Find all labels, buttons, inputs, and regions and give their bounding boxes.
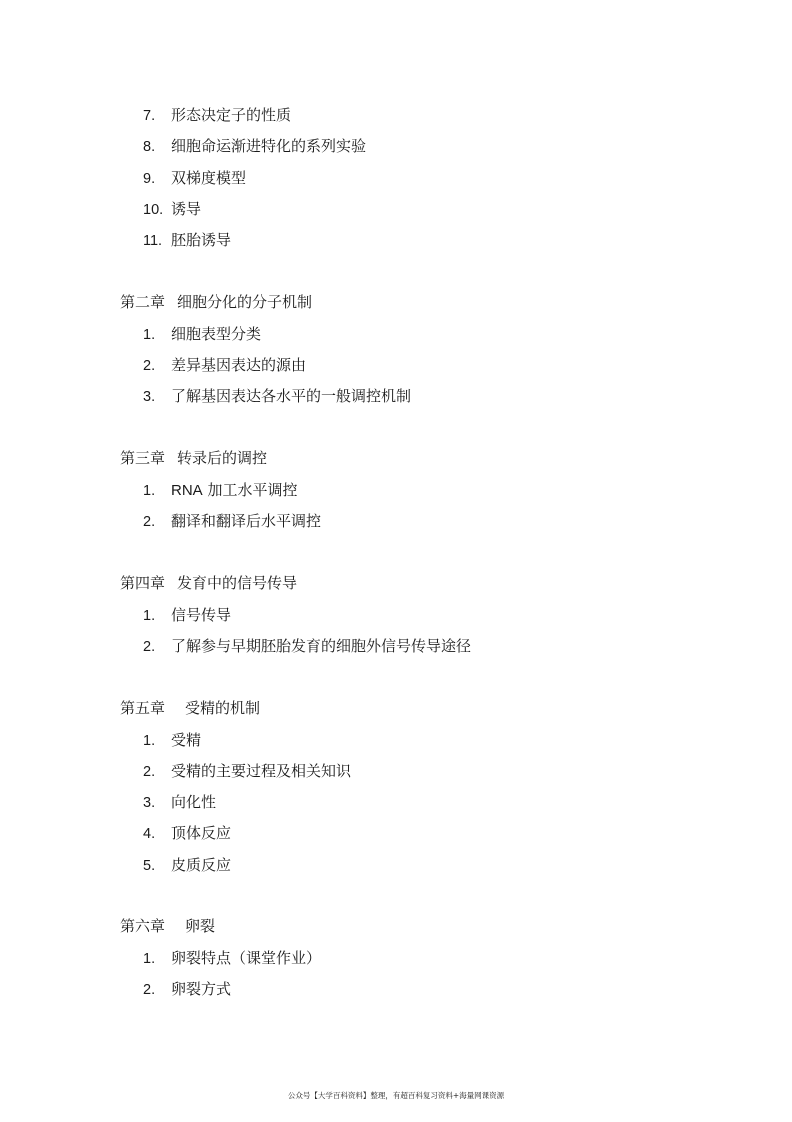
list-item	[143, 855, 231, 875]
list-item	[143, 199, 201, 219]
chapter-heading	[120, 698, 260, 718]
chapter-title: 受精的机制	[185, 699, 261, 717]
list-number: 11.	[143, 233, 163, 249]
list-text: 形态决定子的性质	[171, 106, 292, 124]
list-item	[143, 948, 321, 968]
list-number: 9.	[143, 171, 156, 187]
chapter-heading	[120, 448, 267, 468]
list-text: 加工水平调控	[207, 481, 298, 499]
chapter-title: 发育中的信号传导	[177, 574, 298, 592]
chapter-label: 第二章	[120, 293, 166, 311]
list-number: 8.	[143, 139, 156, 155]
list-text: 细胞命运渐进特化的系列实验	[171, 137, 367, 155]
chapter-label: 第六章	[120, 917, 166, 935]
list-number: 2.	[143, 764, 156, 780]
list-text: 差异基因表达的源由	[171, 356, 307, 374]
list-item	[143, 761, 351, 781]
chapter-heading	[120, 573, 297, 593]
list-text: 胚胎诱导	[171, 231, 232, 249]
list-text: 翻译和翻译后水平调控	[171, 512, 322, 530]
list-text: 受精	[171, 731, 202, 749]
list-item	[143, 105, 291, 125]
chapter-title: 细胞分化的分子机制	[177, 293, 313, 311]
list-item	[143, 355, 306, 375]
list-text: 细胞表型分类	[171, 325, 262, 343]
list-number: 5.	[143, 858, 156, 874]
list-item	[143, 636, 471, 656]
list-item	[143, 792, 216, 812]
list-text-latin: RNA	[171, 482, 203, 499]
list-number: 1.	[143, 951, 156, 967]
chapter-title: 转录后的调控	[177, 449, 268, 467]
list-item	[143, 730, 201, 750]
list-item	[143, 605, 231, 625]
list-text: 皮质反应	[171, 856, 232, 874]
list-item	[143, 230, 231, 250]
list-number: 3.	[143, 795, 156, 811]
page-footer: 公众号【大学百科资料】整理，有超百科复习资料+海量网课资源	[287, 1091, 505, 1100]
list-number: 1.	[143, 733, 156, 749]
list-text: 向化性	[171, 793, 217, 811]
chapter-label: 第四章	[120, 574, 166, 592]
chapter-heading	[120, 916, 215, 936]
list-item	[143, 480, 297, 500]
list-text: 卵裂特点（课堂作业）	[171, 949, 322, 967]
list-item	[143, 386, 411, 406]
chapter-label: 第三章	[120, 449, 166, 467]
list-number: 2.	[143, 639, 156, 655]
chapter-title: 卵裂	[185, 917, 216, 935]
chapter-label: 第五章	[120, 699, 166, 717]
list-text: 诱导	[171, 200, 202, 218]
chapter-heading	[120, 292, 312, 312]
list-item	[143, 168, 246, 188]
list-text: 双梯度模型	[171, 169, 247, 187]
list-number: 7.	[143, 108, 156, 124]
list-number: 2.	[143, 982, 156, 998]
list-number: 1.	[143, 608, 156, 624]
list-text: 受精的主要过程及相关知识	[171, 762, 352, 780]
list-text: 了解基因表达各水平的一般调控机制	[171, 387, 412, 405]
list-text: 信号传导	[171, 606, 232, 624]
list-number: 2.	[143, 514, 156, 530]
list-number: 1.	[143, 483, 156, 499]
list-text: 了解参与早期胚胎发育的细胞外信号传导途径	[171, 637, 472, 655]
list-item	[143, 136, 366, 156]
list-item	[143, 511, 321, 531]
list-text: 卵裂方式	[171, 980, 232, 998]
list-item	[143, 823, 231, 843]
list-number: 2.	[143, 358, 156, 374]
list-number: 4.	[143, 826, 156, 842]
list-item	[143, 324, 261, 344]
list-item	[143, 979, 231, 999]
list-number: 1.	[143, 327, 156, 343]
list-number: 10.	[143, 202, 164, 218]
list-text: 顶体反应	[171, 824, 232, 842]
list-number: 3.	[143, 389, 156, 405]
